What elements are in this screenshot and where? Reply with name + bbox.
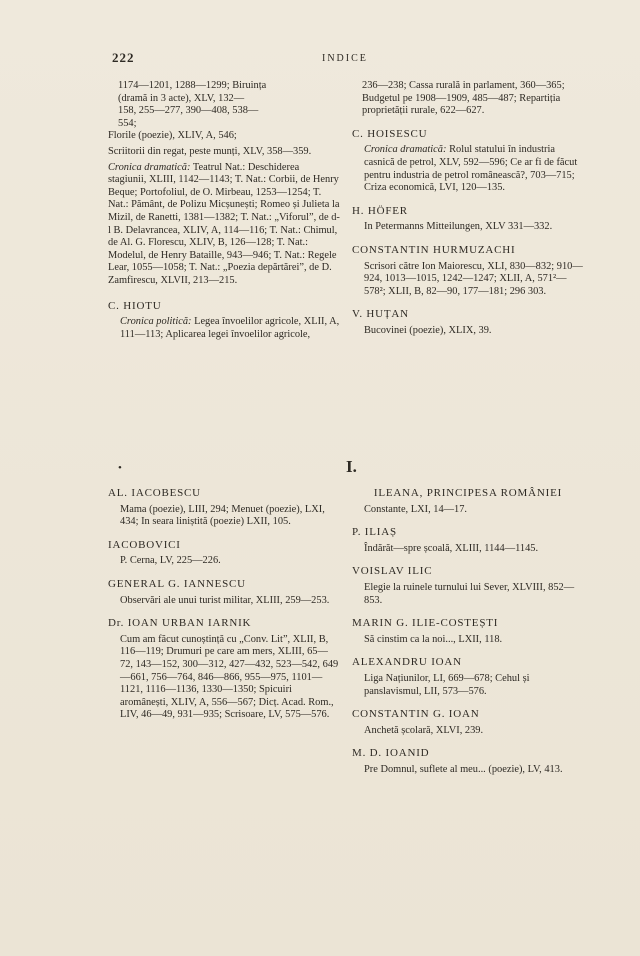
work-text: Anchetă școlară, XLVI, 239. [364,724,484,736]
author-entry [352,205,584,234]
left-bottom-column [108,487,340,732]
work-text: Rolul statului în industria casnică de petrol, XLV, 592—596; Ce ar fi de făcut pentru industria de petrol românească?, 703—715; Criza economică, LVI, 120—135. [364,144,578,194]
continuation-text: 236—238; Cassa rurală in parlament, 360—365; Budgetul pe 1908—1909, 485—487; Repartiția proprietății rurale, 622—627. [362,80,565,117]
cronica-politica-entry [108,316,340,341]
author-entry [352,708,584,737]
author-entry [352,656,584,698]
author-name: IACOBOVICI [108,538,181,551]
section-divider-mark: • [118,462,122,474]
author-name: MARIN G. ILIE-COSTEȘTI [352,617,499,630]
work-entry: Florile (poezie), XLIV, A, 546; [108,130,237,142]
cronica-text: Teatrul Nat.: Deschiderea stagiunii, XLIII, 1142—1143; T. Nat.: Corbii, de Henry Beque; Portofoliul, de O. Mirbeau, 1253—1254; T. Nat.: Pământ, de Polizu Micșunești; Romeo și Julieta la Mizil, de Ranetti, 1381—1382; T. Nat.: „Viforul”, de d-l B. Delavrancea, XLIV, A, 114—116; T. Nat.: Chimul, de Al. G. Florescu, XLIV, B, 126—128; T. Nat.: Modelul, de Henry Bataille, 943—946; T. Nat.: Regele Lear, 1055—1058; T. Nat.: „Poezia depărtărei”, de D. Zamfirescu, XLVII, 213—215. [108,161,340,286]
author-name: VOISLAV ILIC [352,565,433,578]
author-entry [352,565,584,607]
continuation-line: (dramă in 3 acte), XLV, 132— [118,92,245,104]
author-entry [352,526,584,555]
work-text: Liga Națiunilor, LI, 669—678; Cehul și panslavismul, LII, 573—576. [364,672,530,697]
author-entry [352,617,584,646]
work-text: Observări ale unui turist militar, XLIII, 259—253. [120,594,330,606]
author-name: CONSTANTIN HURMUZACHI [352,243,516,256]
author-entry [108,617,340,722]
work-text: Să cinstim ca la noi..., LXII, 118. [364,633,503,645]
author-entry [352,128,584,195]
author-entry [108,487,340,529]
work-text: Scrisori către Ion Maiorescu, XLI, 830—832; 910—924, 1013—1015, 1242—1247; XLII, A, 571²—578²; XLII, B, 82—90, 177—181; 296 303. [364,260,583,297]
author-name: C. HIOTU [108,299,162,312]
author-name: AL. IACOBESCU [108,487,201,499]
left-top-column [108,80,340,344]
cronica-dramatica-entry [108,162,340,288]
cronica-politica-label: Cronica politică: [120,316,192,328]
continuation-line: 1174—1201, 1288—1299; Biruința [118,80,267,91]
author-entry [108,578,340,607]
author-entry [352,487,584,516]
work-text: P. Cerna, LV, 225—226. [120,555,221,567]
author-name: V. HUȚAN [352,308,409,321]
author-name: GENERAL G. IANNESCU [108,577,246,590]
author-name: Dr. IOAN URBAN IARNIK [108,617,252,630]
author-entry [352,308,584,337]
work-text: Îndărăt—spre școală, XLIII, 1144—1145. [364,542,539,554]
work-text: In Petermanns Mitteilungen, XLV 331—332. [364,221,553,233]
right-bottom-column [352,487,584,787]
work-text: Constante, LXI, 14—17. [364,503,468,515]
author-name: H. HÖFER [352,204,408,217]
author-entry [352,747,584,776]
section-label: Cronica dramatică: [364,144,447,156]
author-entry [352,244,584,298]
author-name: ALEXANDRU IOAN [352,656,462,669]
continuation-line: 158, 255—277, 390—408, 538— [118,105,259,117]
author-name: M. D. IOANID [352,747,430,760]
work-text: Bucovinei (poezie), XLIX, 39. [364,324,492,336]
running-title: INDICE [322,53,368,64]
work-text: Cum am făcut cunoștință cu „Conv. Lit”, XLII, B, 116—119; Drumuri pe care am mers, XLIII, 65—72, 143—152, 300—312, 427—432, 523—542, 649—661, 756—764, 846—866, 955—975, 1101—1121, 1116—1136, 1330—1350; Spicuiri aromânești, XLIV, A, 556—567; Dicț. Acad. Rom., LIV, 46—49, 931—935; Scrisoare, LV, 575—576. [120,633,339,721]
work-text: Mama (poezie), LIII, 294; Menuet (poezie), LXI, 434; In seara liniștită (poezie) LXII, 105. [120,503,325,528]
section-letter: I. [346,457,357,476]
author-name: C. HOISESCU [352,127,428,140]
author-name: ILEANA, PRINCIPESA ROMÂNIEI [373,487,563,499]
cronica-label: Cronica dramatică: [108,161,191,173]
work-text: Elegie la ruinele turnului lui Sever, XLVIII, 852—853. [364,581,575,606]
author-name: CONSTANTIN G. IOAN [352,708,480,721]
author-entry [108,539,340,568]
author-name: P. ILIAȘ [352,526,397,539]
cronica-politica-text: Legea învoelilor agricole, XLII, A, 111—113; Aplicarea legei învoelilor agricole, [120,316,340,340]
work-entry [352,144,584,194]
work-entry: Scriitorii din regat, peste munți, XLV, 358—359. [108,145,312,157]
work-text: Pre Domnul, suflete al meu... (poezie), LV, 413. [364,763,563,775]
page-number: 222 [112,50,135,65]
continuation-line: 554; [118,117,137,129]
right-top-column [352,80,584,348]
